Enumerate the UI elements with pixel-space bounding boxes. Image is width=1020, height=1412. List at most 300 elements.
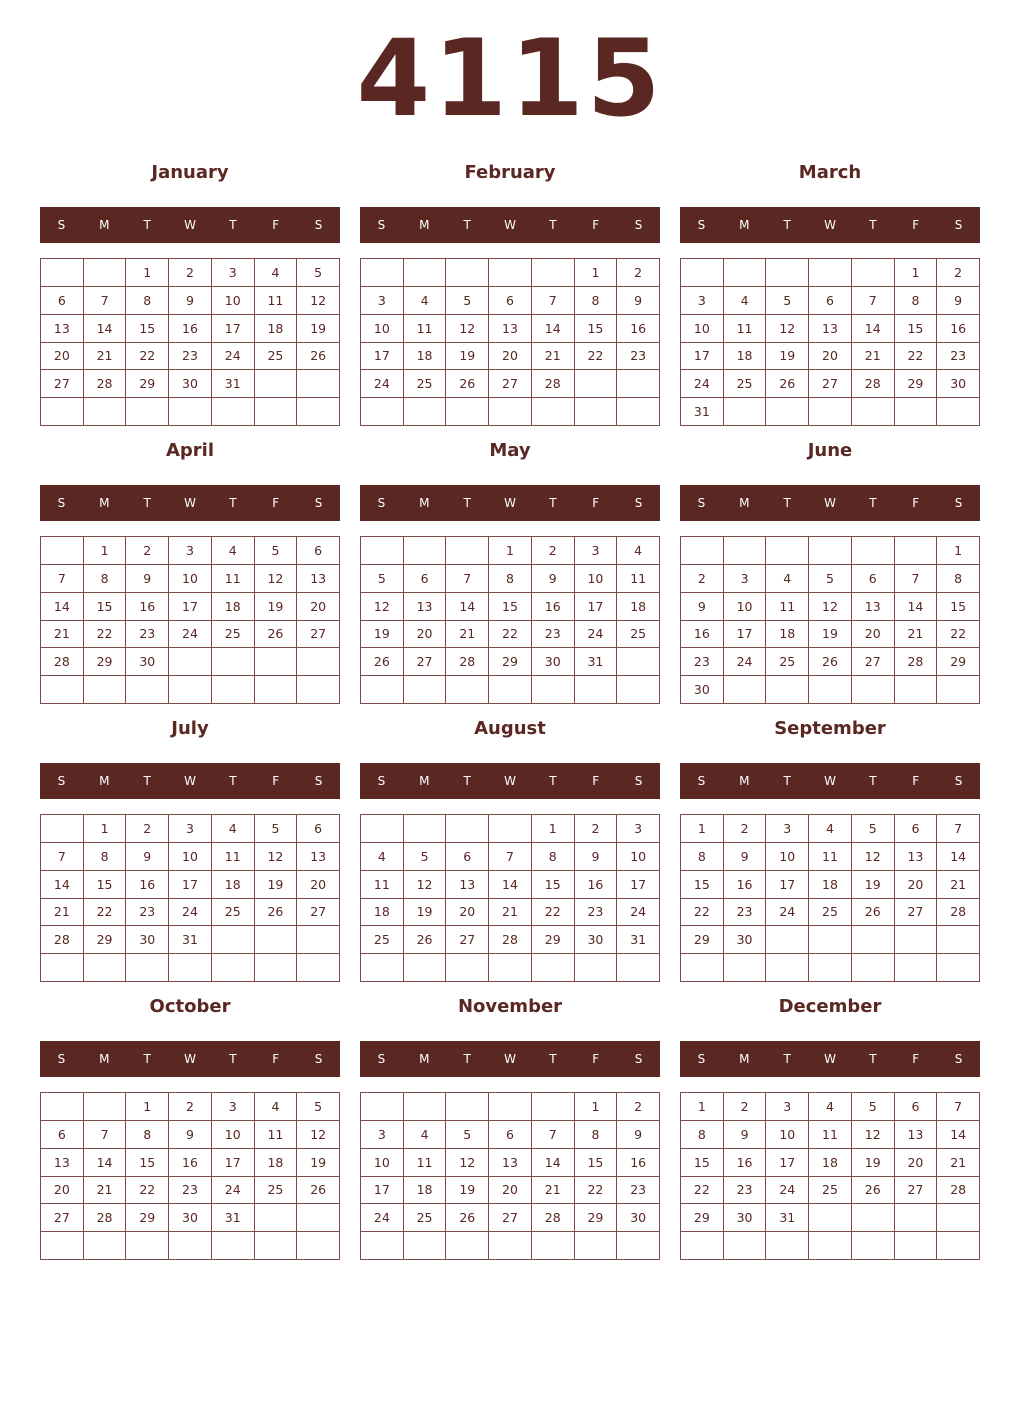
month-title: September	[774, 718, 886, 739]
day-cell: 4	[809, 1093, 852, 1121]
empty-day-cell	[255, 926, 298, 954]
empty-day-cell	[41, 537, 84, 565]
day-cell: 6	[895, 815, 938, 843]
weekday-header	[360, 207, 660, 243]
empty-day-cell	[852, 1232, 895, 1260]
empty-day-cell	[297, 1204, 340, 1232]
day-cell: 8	[126, 287, 169, 315]
weekday-label: S	[314, 1052, 323, 1066]
empty-day-cell	[446, 954, 489, 982]
weekday-label: T	[549, 496, 557, 510]
empty-day-cell	[895, 1204, 938, 1232]
day-cell: 16	[617, 315, 660, 343]
empty-day-cell	[255, 954, 298, 982]
weekday-label: F	[272, 1052, 280, 1066]
empty-day-cell	[446, 398, 489, 426]
day-cell: 21	[895, 621, 938, 649]
day-cell: 6	[404, 565, 447, 593]
empty-day-cell	[212, 398, 255, 426]
day-cell: 3	[681, 287, 724, 315]
day-cell: 14	[41, 593, 84, 621]
day-cell: 13	[852, 593, 895, 621]
day-cell: 12	[255, 565, 298, 593]
day-cell: 17	[169, 871, 212, 899]
empty-day-cell	[852, 954, 895, 982]
empty-day-cell	[852, 676, 895, 704]
day-cell: 6	[489, 287, 532, 315]
day-cell: 30	[126, 926, 169, 954]
day-cell: 24	[766, 1177, 809, 1205]
day-cell: 31	[212, 370, 255, 398]
day-cell: 29	[681, 926, 724, 954]
day-cell: 5	[255, 815, 298, 843]
weekday-label: S	[314, 218, 323, 232]
empty-day-cell	[169, 954, 212, 982]
weekday-header	[680, 207, 980, 243]
day-cell: 4	[404, 1121, 447, 1149]
day-cell: 24	[575, 621, 618, 649]
day-cell: 16	[169, 1149, 212, 1177]
empty-day-cell	[446, 815, 489, 843]
day-cell: 25	[212, 899, 255, 927]
day-cell: 26	[404, 926, 447, 954]
day-cell: 16	[169, 315, 212, 343]
day-cell: 7	[895, 565, 938, 593]
day-cell: 14	[41, 871, 84, 899]
empty-day-cell	[404, 954, 447, 982]
day-cell: 5	[297, 1093, 340, 1121]
day-cell: 4	[361, 843, 404, 871]
weekday-label: M	[739, 218, 750, 232]
day-cell: 17	[617, 871, 660, 899]
empty-day-cell	[895, 926, 938, 954]
day-cell: 25	[212, 621, 255, 649]
day-cell: 15	[489, 593, 532, 621]
day-cell: 12	[446, 315, 489, 343]
day-cell: 13	[297, 565, 340, 593]
empty-day-cell	[489, 1093, 532, 1121]
day-cell: 29	[84, 926, 127, 954]
empty-day-cell	[895, 1232, 938, 1260]
weekday-label: S	[314, 496, 323, 510]
weekday-label: M	[419, 218, 430, 232]
empty-day-cell	[681, 954, 724, 982]
day-cell: 30	[724, 1204, 767, 1232]
empty-day-cell	[575, 370, 618, 398]
weekday-header	[360, 1041, 660, 1077]
day-cell: 10	[169, 565, 212, 593]
day-cell: 14	[84, 1149, 127, 1177]
day-cell: 9	[617, 1121, 660, 1149]
day-cell: 21	[937, 1149, 980, 1177]
day-cell: 16	[532, 593, 575, 621]
day-cell: 25	[255, 1177, 298, 1205]
day-cell: 31	[617, 926, 660, 954]
weekday-label: W	[824, 774, 836, 788]
empty-day-cell	[169, 398, 212, 426]
month-title: June	[807, 440, 853, 461]
weekday-label: T	[549, 218, 557, 232]
empty-day-cell	[895, 398, 938, 426]
day-cell: 20	[489, 1177, 532, 1205]
day-cell: 22	[84, 899, 127, 927]
day-cell: 25	[404, 370, 447, 398]
day-cell: 13	[895, 843, 938, 871]
empty-day-cell	[41, 1232, 84, 1260]
empty-day-cell	[446, 676, 489, 704]
empty-day-cell	[681, 537, 724, 565]
day-cell: 24	[212, 1177, 255, 1205]
day-cell: 19	[766, 343, 809, 371]
empty-day-cell	[361, 1232, 404, 1260]
day-cell: 3	[169, 537, 212, 565]
day-cell: 8	[681, 1121, 724, 1149]
weekday-label: T	[143, 496, 151, 510]
day-cell: 15	[84, 593, 127, 621]
day-cell: 28	[84, 370, 127, 398]
day-cell: 12	[809, 593, 852, 621]
day-cell: 31	[575, 648, 618, 676]
month-september	[680, 711, 980, 979]
empty-day-cell	[297, 398, 340, 426]
day-cell: 9	[532, 565, 575, 593]
day-cell: 31	[766, 1204, 809, 1232]
day-cell: 27	[446, 926, 489, 954]
day-cell: 30	[169, 370, 212, 398]
empty-day-cell	[446, 537, 489, 565]
weekday-label: S	[697, 218, 706, 232]
day-cell: 25	[255, 343, 298, 371]
weekday-label: T	[869, 774, 877, 788]
empty-day-cell	[809, 1204, 852, 1232]
weekday-label: S	[57, 218, 66, 232]
weekday-label: W	[824, 496, 836, 510]
weekday-header	[360, 763, 660, 799]
day-cell: 27	[895, 899, 938, 927]
day-cell: 18	[404, 1177, 447, 1205]
day-cell: 20	[41, 1177, 84, 1205]
weekday-label: T	[143, 1052, 151, 1066]
weekday-label: W	[504, 496, 516, 510]
weekday-label: W	[184, 218, 196, 232]
day-grid	[40, 1092, 340, 1260]
weekday-label: M	[419, 496, 430, 510]
day-cell: 27	[404, 648, 447, 676]
empty-day-cell	[852, 1204, 895, 1232]
day-cell: 31	[169, 926, 212, 954]
weekday-label: S	[377, 1052, 386, 1066]
empty-day-cell	[809, 926, 852, 954]
weekday-label: T	[783, 496, 791, 510]
day-cell: 4	[255, 1093, 298, 1121]
empty-day-cell	[404, 259, 447, 287]
weekday-label: S	[954, 218, 963, 232]
empty-day-cell	[255, 648, 298, 676]
month-title: July	[171, 718, 209, 739]
day-cell: 11	[361, 871, 404, 899]
day-cell: 16	[681, 621, 724, 649]
day-cell: 5	[766, 287, 809, 315]
empty-day-cell	[532, 398, 575, 426]
empty-day-cell	[895, 954, 938, 982]
day-cell: 21	[84, 343, 127, 371]
day-cell: 2	[126, 537, 169, 565]
day-cell: 3	[169, 815, 212, 843]
empty-day-cell	[575, 954, 618, 982]
day-cell: 30	[575, 926, 618, 954]
day-cell: 15	[681, 871, 724, 899]
empty-day-cell	[361, 676, 404, 704]
day-cell: 18	[212, 871, 255, 899]
month-title: November	[457, 996, 563, 1017]
day-cell: 5	[361, 565, 404, 593]
day-cell: 4	[212, 537, 255, 565]
day-cell: 28	[446, 648, 489, 676]
day-cell: 11	[404, 1149, 447, 1177]
empty-day-cell	[126, 1232, 169, 1260]
month-title: April	[165, 440, 215, 461]
empty-day-cell	[766, 1232, 809, 1260]
day-cell: 6	[895, 1093, 938, 1121]
weekday-label: M	[739, 1052, 750, 1066]
day-cell: 19	[809, 621, 852, 649]
day-cell: 18	[766, 621, 809, 649]
empty-day-cell	[41, 676, 84, 704]
day-cell: 9	[681, 593, 724, 621]
day-cell: 9	[169, 1121, 212, 1149]
weekday-label: T	[143, 218, 151, 232]
weekday-label: F	[592, 774, 600, 788]
day-cell: 19	[852, 1149, 895, 1177]
day-cell: 11	[766, 593, 809, 621]
day-cell: 22	[937, 621, 980, 649]
month-title: December	[778, 996, 882, 1017]
day-cell: 30	[724, 926, 767, 954]
empty-day-cell	[361, 954, 404, 982]
day-cell: 29	[681, 1204, 724, 1232]
weekday-label: W	[184, 774, 196, 788]
day-cell: 1	[575, 259, 618, 287]
day-cell: 15	[895, 315, 938, 343]
day-grid	[40, 536, 340, 704]
day-cell: 25	[404, 1204, 447, 1232]
day-cell: 15	[681, 1149, 724, 1177]
weekday-label: S	[57, 1052, 66, 1066]
day-cell: 19	[255, 871, 298, 899]
day-cell: 26	[809, 648, 852, 676]
day-cell: 8	[84, 565, 127, 593]
empty-day-cell	[41, 954, 84, 982]
day-cell: 28	[895, 648, 938, 676]
day-cell: 12	[404, 871, 447, 899]
empty-day-cell	[617, 398, 660, 426]
day-cell: 12	[766, 315, 809, 343]
day-cell: 28	[532, 1204, 575, 1232]
weekday-label: W	[824, 1052, 836, 1066]
empty-day-cell	[724, 259, 767, 287]
day-cell: 1	[84, 815, 127, 843]
day-cell: 2	[681, 565, 724, 593]
day-cell: 3	[724, 565, 767, 593]
day-cell: 22	[575, 1177, 618, 1205]
day-cell: 11	[255, 287, 298, 315]
empty-day-cell	[126, 398, 169, 426]
day-cell: 10	[724, 593, 767, 621]
day-cell: 10	[169, 843, 212, 871]
day-cell: 14	[895, 593, 938, 621]
day-cell: 6	[297, 537, 340, 565]
day-cell: 10	[575, 565, 618, 593]
day-cell: 28	[489, 926, 532, 954]
month-title: August	[474, 718, 546, 739]
month-february	[360, 155, 660, 423]
day-cell: 4	[255, 259, 298, 287]
weekday-label: S	[697, 496, 706, 510]
day-cell: 9	[126, 843, 169, 871]
day-cell: 9	[575, 843, 618, 871]
weekday-label: T	[229, 774, 237, 788]
day-cell: 2	[575, 815, 618, 843]
day-cell: 3	[766, 1093, 809, 1121]
day-cell: 21	[532, 1177, 575, 1205]
day-cell: 6	[446, 843, 489, 871]
day-cell: 13	[809, 315, 852, 343]
day-cell: 8	[895, 287, 938, 315]
day-cell: 21	[937, 871, 980, 899]
day-cell: 29	[489, 648, 532, 676]
day-cell: 27	[489, 370, 532, 398]
day-cell: 1	[895, 259, 938, 287]
day-cell: 1	[681, 1093, 724, 1121]
day-cell: 14	[937, 843, 980, 871]
day-cell: 13	[489, 315, 532, 343]
empty-day-cell	[617, 954, 660, 982]
empty-day-cell	[937, 1232, 980, 1260]
weekday-label: T	[463, 774, 471, 788]
day-cell: 26	[255, 899, 298, 927]
day-cell: 24	[361, 1204, 404, 1232]
day-cell: 16	[575, 871, 618, 899]
day-cell: 31	[681, 398, 724, 426]
empty-day-cell	[297, 954, 340, 982]
weekday-label: T	[783, 774, 791, 788]
weekday-label: T	[869, 218, 877, 232]
month-april	[40, 433, 340, 701]
weekday-label: T	[463, 496, 471, 510]
day-cell: 1	[937, 537, 980, 565]
day-cell: 24	[169, 621, 212, 649]
day-cell: 14	[446, 593, 489, 621]
weekday-label: M	[739, 774, 750, 788]
empty-day-cell	[895, 537, 938, 565]
day-cell: 29	[126, 1204, 169, 1232]
day-cell: 22	[84, 621, 127, 649]
day-cell: 27	[297, 899, 340, 927]
day-cell: 7	[41, 565, 84, 593]
day-cell: 4	[617, 537, 660, 565]
day-cell: 20	[404, 621, 447, 649]
weekday-label: T	[783, 1052, 791, 1066]
day-cell: 17	[766, 1149, 809, 1177]
empty-day-cell	[84, 398, 127, 426]
day-cell: 5	[404, 843, 447, 871]
day-cell: 31	[212, 1204, 255, 1232]
weekday-label: S	[954, 496, 963, 510]
day-cell: 11	[809, 1121, 852, 1149]
day-cell: 19	[361, 621, 404, 649]
weekday-label: T	[229, 496, 237, 510]
empty-day-cell	[937, 398, 980, 426]
weekday-label: F	[272, 774, 280, 788]
day-grid	[680, 536, 980, 704]
day-cell: 25	[809, 899, 852, 927]
weekday-label: T	[869, 496, 877, 510]
weekday-header	[680, 763, 980, 799]
day-grid	[680, 814, 980, 982]
empty-day-cell	[126, 676, 169, 704]
empty-day-cell	[297, 1232, 340, 1260]
day-cell: 12	[446, 1149, 489, 1177]
weekday-label: S	[57, 496, 66, 510]
day-cell: 1	[84, 537, 127, 565]
day-cell: 23	[617, 343, 660, 371]
day-cell: 3	[766, 815, 809, 843]
empty-day-cell	[212, 648, 255, 676]
weekday-label: T	[549, 774, 557, 788]
day-cell: 25	[724, 370, 767, 398]
empty-day-cell	[255, 1204, 298, 1232]
empty-day-cell	[489, 676, 532, 704]
month-title: February	[464, 162, 556, 183]
empty-day-cell	[575, 676, 618, 704]
empty-day-cell	[41, 815, 84, 843]
empty-day-cell	[446, 1232, 489, 1260]
day-cell: 1	[489, 537, 532, 565]
weekday-label: T	[869, 1052, 877, 1066]
day-cell: 15	[126, 1149, 169, 1177]
empty-day-cell	[681, 259, 724, 287]
empty-day-cell	[169, 648, 212, 676]
day-cell: 10	[766, 1121, 809, 1149]
empty-day-cell	[489, 398, 532, 426]
day-cell: 16	[617, 1149, 660, 1177]
empty-day-cell	[617, 676, 660, 704]
day-cell: 18	[361, 899, 404, 927]
day-cell: 26	[297, 343, 340, 371]
day-cell: 7	[937, 815, 980, 843]
empty-day-cell	[766, 537, 809, 565]
day-cell: 22	[532, 899, 575, 927]
day-cell: 19	[297, 1149, 340, 1177]
day-cell: 23	[724, 899, 767, 927]
weekday-label: W	[504, 774, 516, 788]
empty-day-cell	[532, 954, 575, 982]
month-march	[680, 155, 980, 423]
day-cell: 13	[41, 315, 84, 343]
day-cell: 7	[84, 1121, 127, 1149]
day-cell: 22	[126, 343, 169, 371]
day-cell: 28	[532, 370, 575, 398]
day-cell: 26	[852, 1177, 895, 1205]
day-cell: 9	[724, 843, 767, 871]
day-cell: 24	[617, 899, 660, 927]
day-cell: 23	[126, 899, 169, 927]
day-cell: 5	[255, 537, 298, 565]
empty-day-cell	[809, 954, 852, 982]
day-cell: 9	[937, 287, 980, 315]
day-cell: 10	[681, 315, 724, 343]
day-cell: 18	[212, 593, 255, 621]
